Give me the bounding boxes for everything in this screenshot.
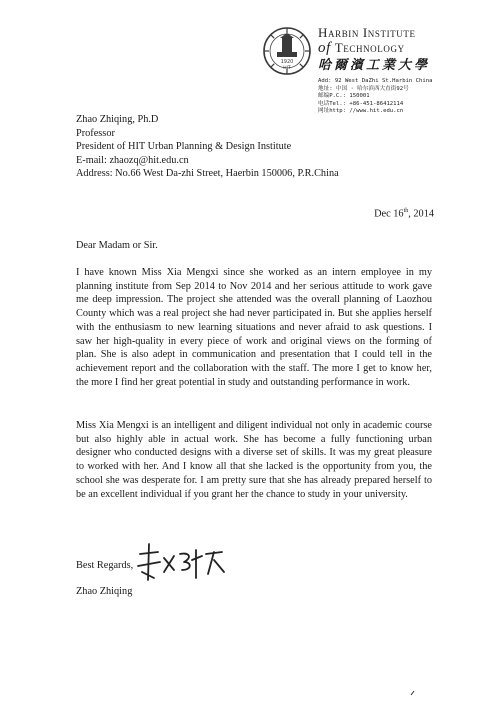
signature-name: Zhao Zhiqing bbox=[76, 586, 133, 597]
hit-emblem-icon bbox=[262, 26, 312, 76]
handwritten-signature bbox=[134, 540, 234, 584]
sender-title: Professor bbox=[76, 127, 115, 139]
sender-name: Zhao Zhiqing, Ph.D bbox=[76, 114, 159, 125]
institution-name-of: of bbox=[318, 40, 331, 56]
institution-name-chinese: 哈爾濱工業大學 bbox=[318, 57, 431, 72]
sender-email: E-mail: zhaozq@hit.edu.cn bbox=[76, 154, 189, 166]
letter-date: Dec 16th, 2014 bbox=[374, 208, 434, 220]
sender-address: Address: No.66 West Da-zhi Street, Haerbin 150006, P.R.China bbox=[76, 168, 339, 180]
letterhead-contact bbox=[318, 78, 498, 116]
logo-abbrev: HIT bbox=[283, 66, 291, 71]
contact-website: 网址http: //www.hit.edu.cn bbox=[318, 108, 404, 114]
body-paragraph-2: Miss Xia Mengxi is an intelligent and diligent individual not only in academic course but also highly able in actual work. She has become a fully functioning urban designer who conducted designs with a diverse set of skills. It was my great pleasure to worked with her. And I know all that she lacked is the opportunity from you, the school she was desperate for. I am pretty sure that she has already prepared herself to be an excellent individual if you grant her the chance to study in your university. bbox=[76, 420, 432, 500]
contact-postcode: 邮编P.C.: 150001 bbox=[318, 93, 370, 99]
closing: Best Regards, bbox=[76, 560, 134, 571]
body-paragraph-1: I have known Miss Xia Mengxi since she worked as an intern employee in my planning institute from Sep 2014 to Nov 2014 and her serious attitude to work gave me deep impression. The project she attended was the overall planning of Laozhou County which was a real project she had never participated in. But she applies herself with the enthusiasm to new learning situations and never afraid to ask questions. I saw her high-quality in every piece of work and original views on the forming of plan. She is also adept in communication and presentation that I could tell in the achievement report and the collaboration with the staff. The more I get to know her, the more I find her great potential in study and outstanding performance in work. bbox=[76, 267, 432, 388]
contact-address-en: Add: 92 West DaZhi St.Harbin China bbox=[318, 78, 433, 84]
salutation: Dear Madam or Sir. bbox=[76, 240, 158, 251]
institution-name-line2: Technology bbox=[334, 40, 405, 55]
contact-phone: 电话Tel.: +86-451-86412114 bbox=[318, 100, 404, 107]
institution-name bbox=[318, 26, 498, 73]
page-mark-icon bbox=[410, 690, 416, 696]
contact-address-cn: 地址: 中国 · 哈尔滨西大直街92号 bbox=[318, 85, 409, 92]
sender-block bbox=[76, 113, 339, 181]
logo-year: 1920 bbox=[280, 59, 294, 65]
sender-position: President of HIT Urban Planning & Design Institute bbox=[76, 141, 292, 153]
institution-name-line1: Harbin Institute bbox=[318, 25, 416, 40]
